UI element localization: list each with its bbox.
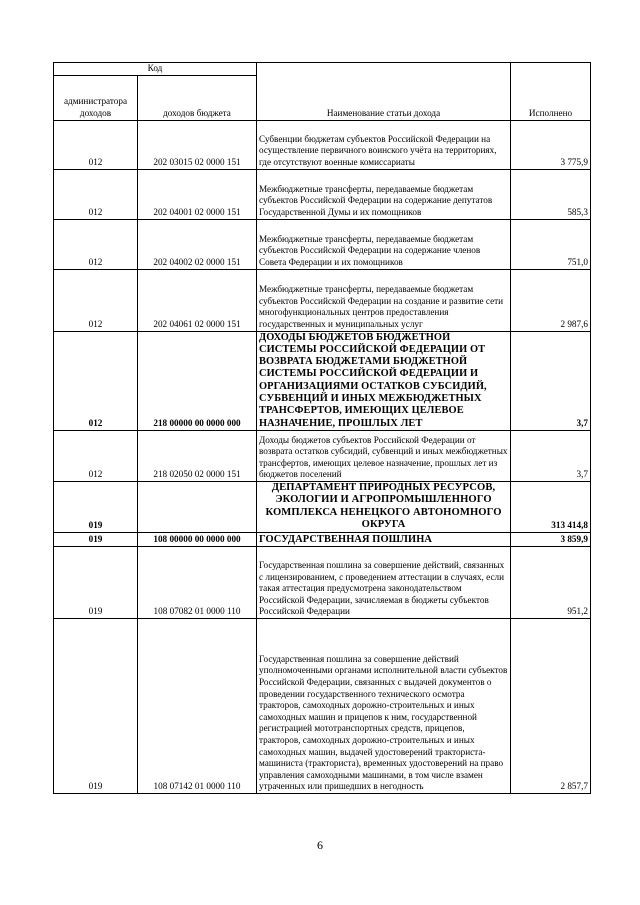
admin-code-cell: 012: [54, 219, 138, 269]
header-budget-income: доходов бюджета: [138, 75, 257, 120]
item-name-cell: Государственная пошлина за совершение действий, связанных с лицензированием, с проведением аттестации в случаях, если такая аттестация предусмотрена законодательством Российской Федерации, зачисляемая в бюджеты субъектов Российской Федерации: [257, 546, 511, 618]
header-item-name: Наименование статьи дохода: [257, 63, 511, 121]
item-name-cell: Доходы бюджетов субъектов Российской Федерации от возврата остатков субсидий, субвенций и иных межбюджетных трансфертов, имеющих целевое назначение, прошлых лет из бюджетов поселений: [257, 430, 511, 481]
amount-cell: 2 857,7: [511, 618, 591, 793]
income-code-cell: 108 07142 01 0000 110: [138, 618, 257, 793]
table-row: [54, 430, 591, 481]
admin-code-cell: 012: [54, 120, 138, 169]
table-row: [54, 331, 591, 430]
amount-cell: 3,7: [511, 331, 591, 430]
table-row: [54, 481, 591, 532]
income-code-cell: 218 02050 02 0000 151: [138, 430, 257, 481]
page-number: 6: [317, 838, 323, 852]
amount-cell: 3,7: [511, 430, 591, 481]
table-row: [54, 120, 591, 169]
amount-cell: 3 859,9: [511, 532, 591, 546]
budget-income-table: [53, 62, 591, 794]
table-row: [54, 269, 591, 331]
item-name-cell: Государственная пошлина за совершение действий уполномоченными органами исполнительной власти субъектов Российской Федерации, связанных с выдачей документов о проведении государственного технического осмотра тракторов, самоходных дорожно-строительных и иных самоходных машин и прицепов к ним, государственной регистрацией мототранспортных средств, прицепов, тракторов, самоходных дорожно-строительных и иных самоходных машин, выдачей удостоверений тракториста-машиниста (тракториста), временных удостоверений на право управления самоходными машинами, в том числе взамен утраченных или пришедших в негодность: [257, 618, 511, 793]
table-row: [54, 546, 591, 618]
admin-code-cell: 012: [54, 331, 138, 430]
amount-cell: 585,3: [511, 169, 591, 219]
amount-cell: 3 775,9: [511, 120, 591, 169]
table-row: [54, 618, 591, 793]
item-name-cell: ГОСУДАРСТВЕННАЯ ПОШЛИНА: [257, 532, 511, 546]
income-code-cell: 218 00000 00 0000 000: [138, 331, 257, 430]
header-kod: Код: [54, 63, 257, 76]
admin-code-cell: 012: [54, 430, 138, 481]
admin-code-cell: 019: [54, 481, 138, 532]
admin-code-cell: 019: [54, 532, 138, 546]
item-name-cell: ДОХОДЫ БЮДЖЕТОВ БЮДЖЕТНОЙ СИСТЕМЫ РОССИЙСКОЙ ФЕДЕРАЦИИ ОТ ВОЗВРАТА БЮДЖЕТАМИ БЮДЖЕТНОЙ СИСТЕМЫ РОССИЙСКОЙ ФЕДЕРАЦИИ И ОРГАНИЗАЦИЯМИ ОСТАТКОВ СУБСИДИЙ, СУБВЕНЦИЙ И ИНЫХ МЕЖБЮДЖЕТНЫХ ТРАНСФЕРТОВ, ИМЕЮЩИХ ЦЕЛЕВОЕ НАЗНАЧЕНИЕ, ПРОШЛЫХ ЛЕТ: [257, 331, 511, 430]
admin-code-cell: 012: [54, 269, 138, 331]
admin-code-cell: 019: [54, 546, 138, 618]
income-code-cell: 202 03015 02 0000 151: [138, 120, 257, 169]
item-name-cell: Межбюджетные трансферты, передаваемые бюджетам субъектов Российской Федерации на содержание членов Совета Федерации и их помощников: [257, 219, 511, 269]
admin-code-cell: 019: [54, 618, 138, 793]
table-row: [54, 169, 591, 219]
item-name-cell: Субвенции бюджетам субъектов Российской Федерации на осуществление первичного воинского учёта на территориях, где отсутствуют военные комиссариаты: [257, 120, 511, 169]
item-name-cell: Межбюджетные трансферты, передаваемые бюджетам субъектов Российской Федерации на создание и развитие сети многофункциональных центров предоставления государственных и муниципальных услуг: [257, 269, 511, 331]
amount-cell: 951,2: [511, 546, 591, 618]
item-name-cell: Межбюджетные трансферты, передаваемые бюджетам субъектов Российской Федерации на содержание депутатов Государственной Думы и их помощников: [257, 169, 511, 219]
amount-cell: 751,0: [511, 219, 591, 269]
header-admin: администратора доходов: [54, 75, 138, 120]
income-code-cell: 108 00000 00 0000 000: [138, 532, 257, 546]
table-row: [54, 532, 591, 546]
header-executed: Исполнено: [511, 63, 591, 121]
income-code-cell: 202 04061 02 0000 151: [138, 269, 257, 331]
income-code-cell: [138, 481, 257, 532]
amount-cell: 313 414,8: [511, 481, 591, 532]
income-code-cell: 202 04001 02 0000 151: [138, 169, 257, 219]
admin-code-cell: 012: [54, 169, 138, 219]
income-code-cell: 108 07082 01 0000 110: [138, 546, 257, 618]
table-row: [54, 219, 591, 269]
amount-cell: 2 987,6: [511, 269, 591, 331]
department-name-cell: ДЕПАРТАМЕНТ ПРИРОДНЫХ РЕСУРСОВ, ЭКОЛОГИИ И АГРОПРОМЫШЛЕННОГО КОМПЛЕКСА НЕНЕЦКОГО АВТОНОМНОГО ОКРУГА: [257, 481, 511, 532]
income-code-cell: 202 04002 02 0000 151: [138, 219, 257, 269]
